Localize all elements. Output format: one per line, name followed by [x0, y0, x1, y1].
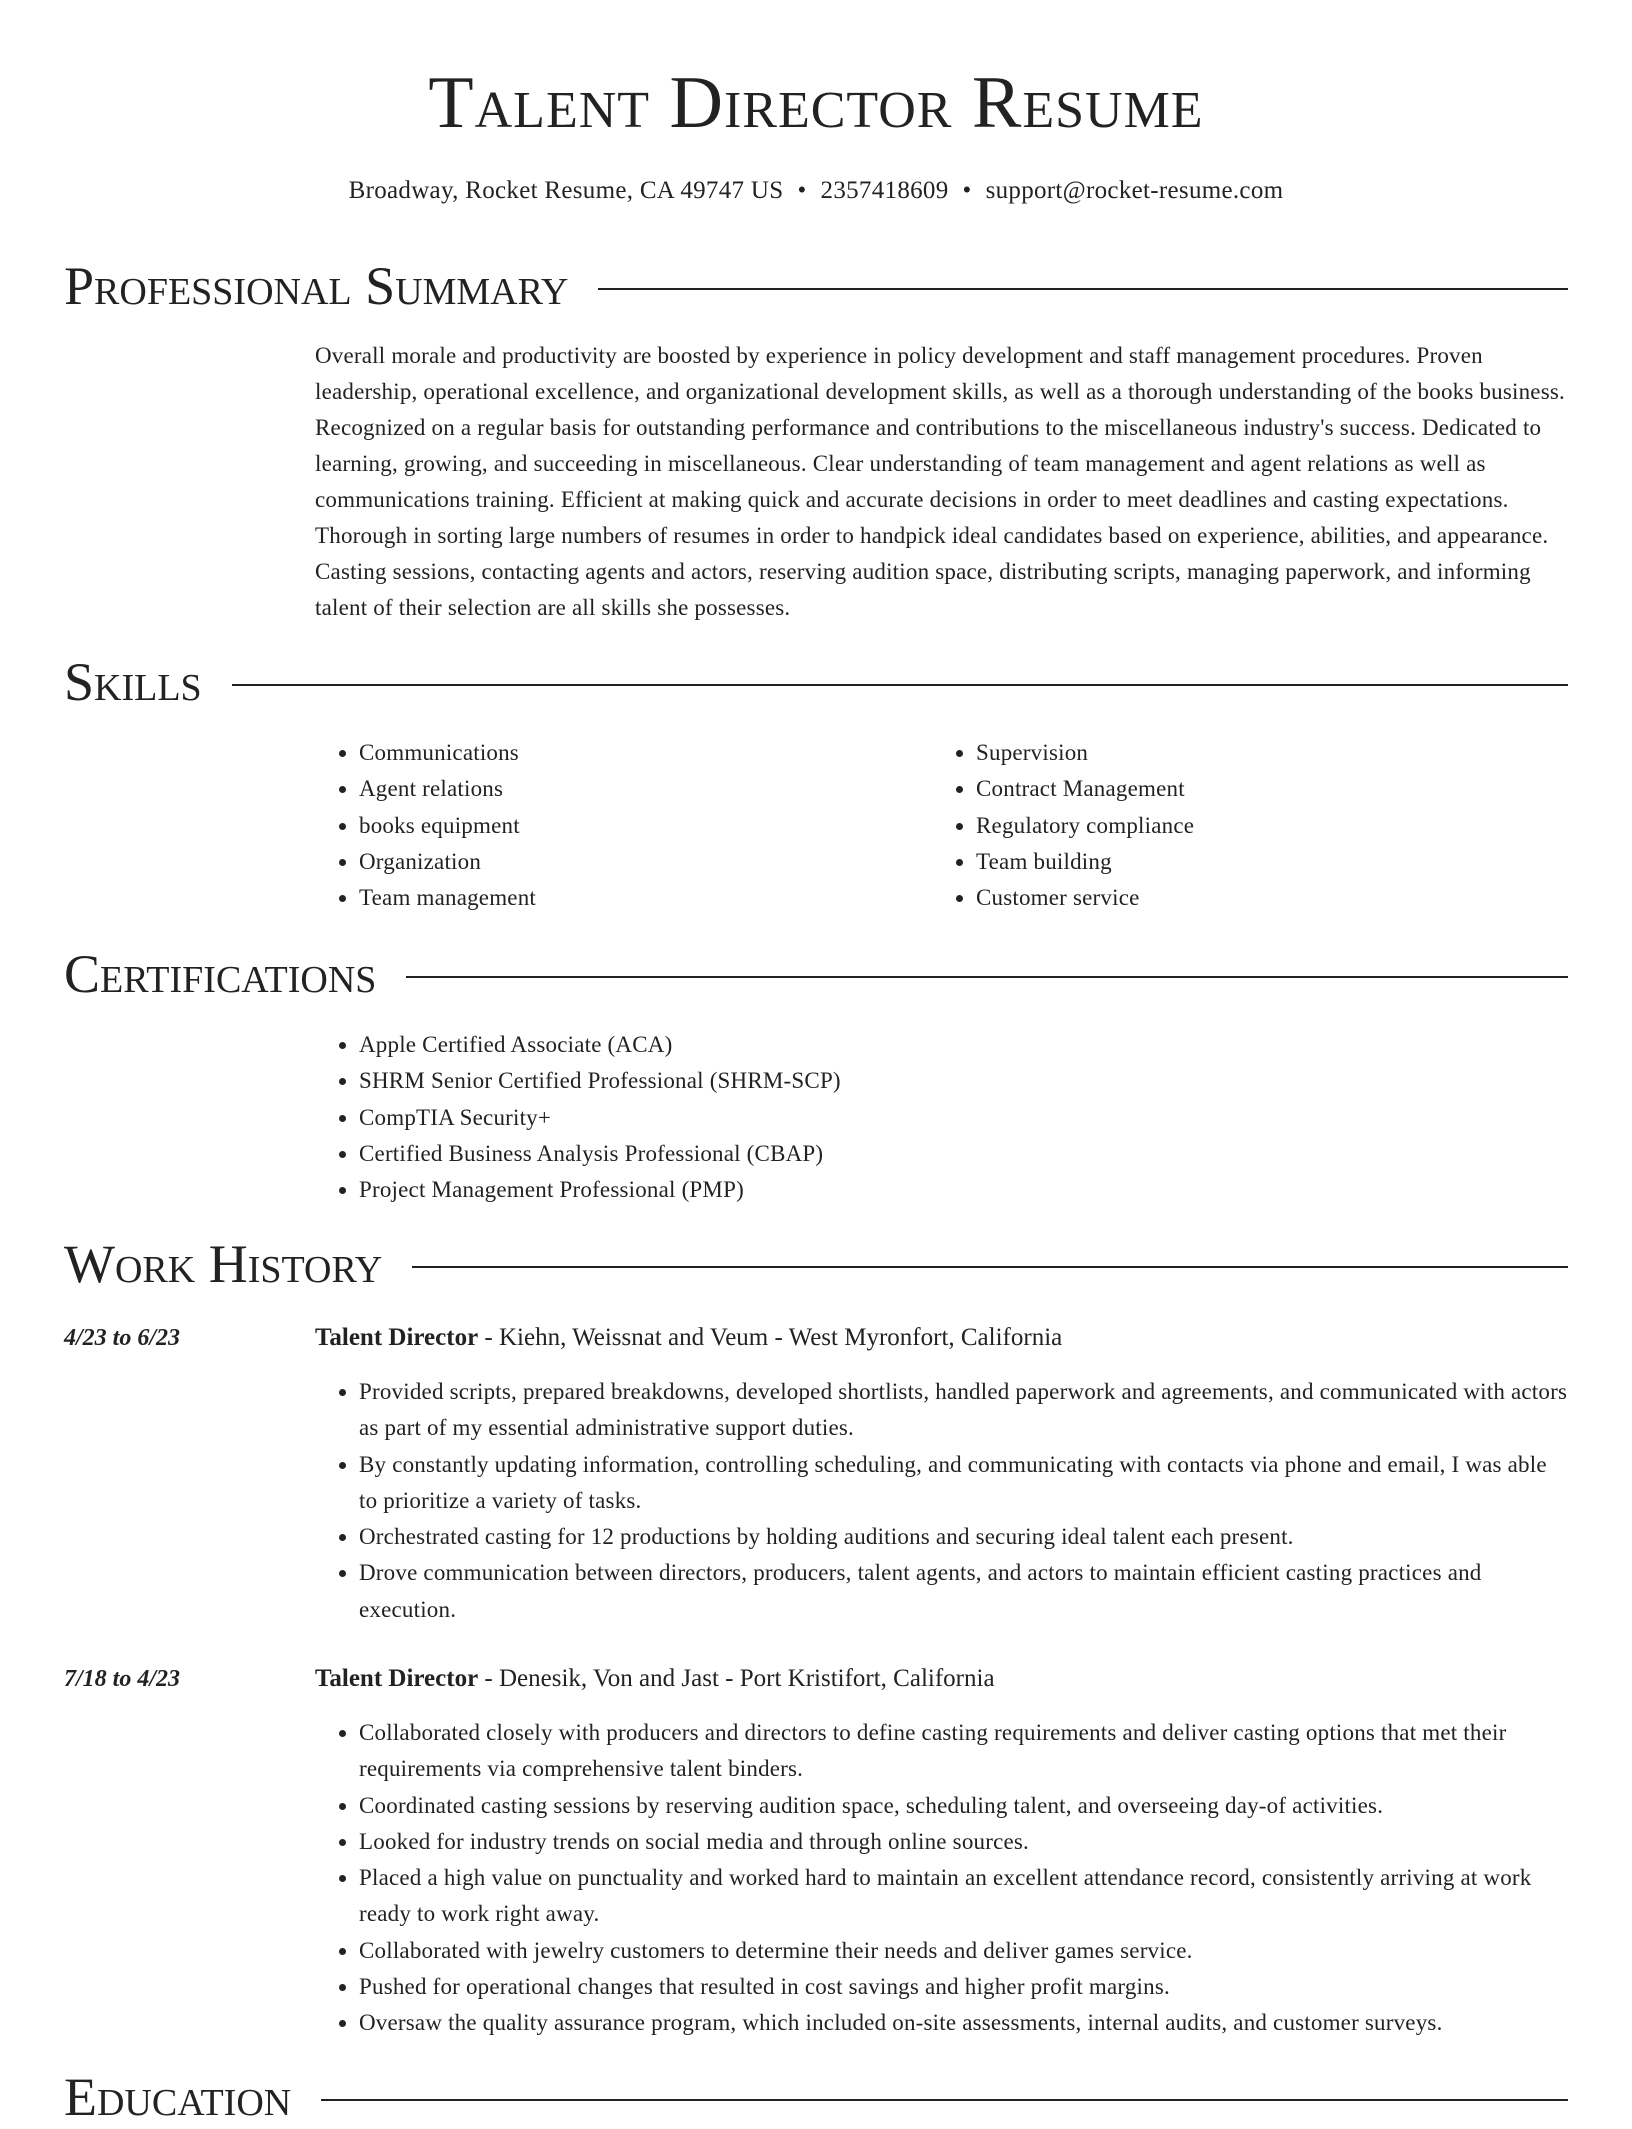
contact-separator: • — [797, 177, 807, 204]
job-bullet: • Collaborated with jewelry customers to determine their needs and deliver games service. — [359, 1933, 1568, 1969]
skill-item: • Agent relations — [359, 771, 932, 807]
certifications-section-header — [64, 942, 1568, 1006]
skills-column-left — [315, 735, 932, 916]
job-bullet: • Pushed for operational changes that resulted in cost savings and higher profit margins. — [359, 1969, 1568, 2005]
section-divider — [412, 1266, 1568, 1268]
job-bullet: • Looked for industry trends on social media and through online sources. — [359, 1824, 1568, 1860]
section-divider — [406, 976, 1568, 978]
job-role: Talent Director — [315, 1324, 479, 1351]
summary-body — [315, 338, 1568, 626]
skill-item: • Contract Management — [976, 771, 1549, 807]
job-company: - Denesik, Von and Jast - Port Kristifort, California — [478, 1665, 995, 1692]
skill-item: • Team management — [359, 880, 932, 916]
job-role: Talent Director — [315, 1665, 479, 1692]
job-bullet: • Placed a high value on punctuality and worked hard to maintain an excellent attendance record, consistently arriving at work ready to work right away. — [359, 1860, 1568, 1933]
summary-text: Overall morale and productivity are boosted by experience in policy development and staff management procedures. Proven leadership, operational excellence, and organizational development skills, as well as a thorough understanding of the books business. Recognized on a regular basis for outstanding performance and contributions to the miscellaneous industry's success. Dedicated to learning, growing, and succeeding in miscellaneous. Clear understanding of team management and agent relations as well as communications training. Efficient at making quick and accurate decisions in order to meet deadlines and casting expectations. Thorough in sorting large numbers of resumes in order to handpick ideal candidates based on experience, abilities, and appearance. Casting sessions, contacting agents and actors, reserving audition space, distributing scripts, managing paperwork, and informing talent of their selection are all skills she possesses. — [315, 343, 1565, 620]
work-heading: Work History — [64, 1234, 383, 1294]
certifications-heading: Certifications — [64, 944, 377, 1004]
job-bullet: • Coordinated casting sessions by reserving audition space, scheduling talent, and overseeing day-of activities. — [359, 1788, 1568, 1824]
job-bullet: • Orchestrated casting for 12 productions by holding auditions and securing ideal talent each present. — [359, 1519, 1568, 1555]
contact-separator: • — [962, 177, 972, 204]
job-company: - Kiehn, Weissnat and Veum - West Myronfort, California — [478, 1324, 1063, 1351]
skills-section-header — [64, 650, 1568, 714]
job-bullets — [315, 1715, 1568, 2042]
skills-heading: Skills — [64, 652, 202, 712]
job-bullet: • Drove communication between directors, producers, talent agents, and actors to maintain efficient casting practices and execution. — [359, 1555, 1568, 1628]
job-heading — [315, 1661, 1568, 1697]
skill-item: • Supervision — [976, 735, 1549, 771]
certification-item: • CompTIA Security+ — [359, 1100, 1568, 1136]
job-dates: 4/23 to 6/23 — [64, 1325, 181, 1351]
certification-item: • Project Management Professional (PMP) — [359, 1172, 1568, 1208]
contact-line — [64, 174, 1568, 208]
job-dates: 7/18 to 4/23 — [64, 1666, 181, 1692]
skill-item: • Organization — [359, 844, 932, 880]
skill-item: • Regulatory compliance — [976, 808, 1549, 844]
skills-list — [315, 735, 1568, 916]
section-divider — [321, 2099, 1568, 2101]
skill-item: • Team building — [976, 844, 1549, 880]
skills-column-right — [932, 735, 1549, 916]
section-divider — [598, 288, 1568, 290]
skill-item: • Communications — [359, 735, 932, 771]
job-bullets — [315, 1374, 1568, 1628]
certification-item: • Certified Business Analysis Professional (CBAP) — [359, 1136, 1568, 1172]
summary-section-header — [64, 254, 1568, 318]
certification-item: • SHRM Senior Certified Professional (SHRM-SCP) — [359, 1063, 1568, 1099]
summary-heading: Professional Summary — [64, 256, 569, 316]
contact-address: Broadway, Rocket Resume, CA 49747 US — [348, 177, 784, 204]
contact-email: support@rocket-resume.com — [985, 177, 1284, 204]
work-section-header — [64, 1232, 1568, 1296]
skill-item: • books equipment — [359, 808, 932, 844]
education-section-header — [64, 2065, 1568, 2129]
certifications-list — [315, 1027, 1568, 1208]
resume-title: Talent Director Resume — [428, 62, 1204, 144]
contact-phone: 2357418609 — [820, 177, 949, 204]
job-bullet: • Provided scripts, prepared breakdowns, developed shortlists, handled paperwork and agreements, and communicated with actors as part of my essential administrative support duties. — [359, 1374, 1568, 1447]
education-heading: Education — [64, 2067, 292, 2127]
section-divider — [232, 684, 1568, 686]
job-heading — [315, 1320, 1568, 1356]
certification-item: • Apple Certified Associate (ACA) — [359, 1027, 1568, 1063]
job-bullet: • By constantly updating information, controlling scheduling, and communicating with contacts via phone and email, I was able to prioritize a variety of tasks. — [359, 1447, 1568, 1520]
skill-item: • Customer service — [976, 880, 1549, 916]
job-bullet: • Oversaw the quality assurance program, which included on-site assessments, internal audits, and customer surveys. — [359, 2005, 1568, 2041]
job-bullet: • Collaborated closely with producers and directors to define casting requirements and deliver casting options that met their requirements via comprehensive talent binders. — [359, 1715, 1568, 1788]
